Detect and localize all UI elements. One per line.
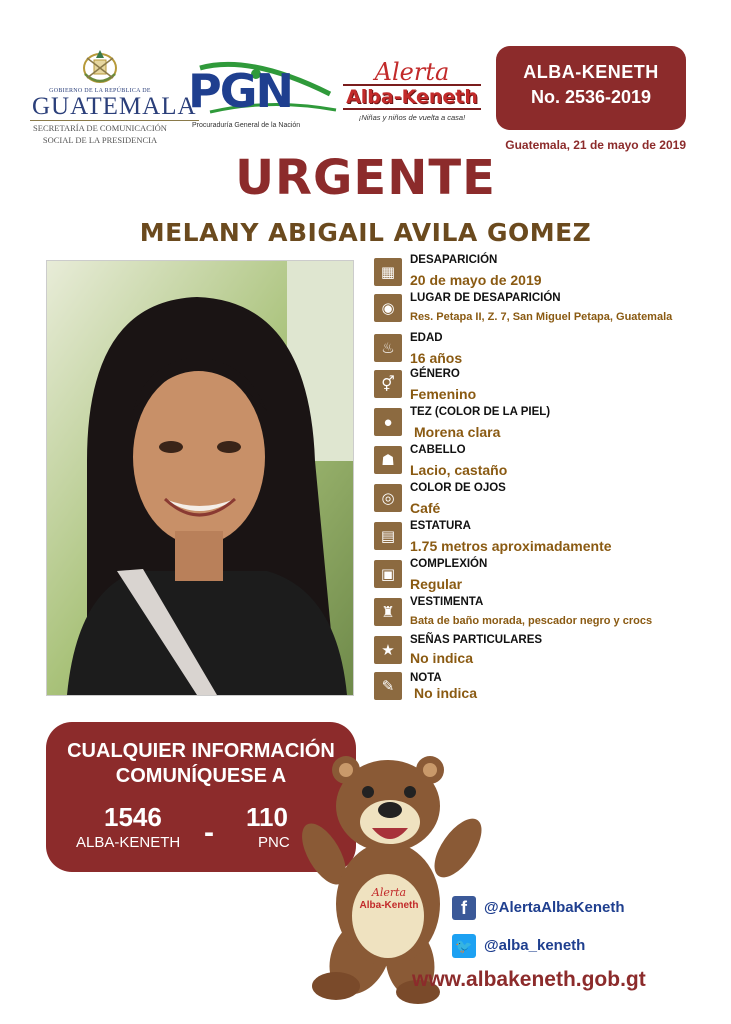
scale-icon: ▣	[374, 560, 402, 588]
gt-logo-sub2: SOCIAL DE LA PRESIDENCIA	[42, 135, 158, 145]
detail-value: Regular	[410, 576, 463, 592]
gt-logo-sub1: SECRETARÍA DE COMUNICACIÓN	[33, 123, 167, 133]
phone-separator: -	[204, 816, 214, 849]
pgn-subtitle: Procuraduría General de la Nación	[192, 122, 301, 129]
note-icon: ✎	[374, 672, 402, 700]
pgn-mark: PGN	[188, 64, 292, 118]
website-link[interactable]: www.albakeneth.gob.gt	[412, 968, 646, 991]
detail-value: Res. Petapa II, Z. 7, San Miguel Petapa, Guatemala	[410, 311, 673, 323]
detail-value: Lacio, castaño	[410, 462, 508, 478]
calendar-icon: ▦	[374, 258, 402, 286]
twitter-icon[interactable]: 🐦	[452, 934, 476, 958]
guatemala-government-logo	[30, 44, 197, 154]
case-title: ALBA-KENETH	[523, 62, 659, 82]
detail-value: Bata de baño morada, pescador negro y crocs	[410, 615, 653, 627]
pgn-logo	[180, 58, 340, 138]
gt-logo-title: GUATEMALA	[32, 93, 197, 120]
detail-value: No indica	[414, 685, 478, 701]
ak-logo-name: Alba-Keneth	[343, 84, 481, 110]
mascot-badge-name: Alba-Keneth	[359, 900, 419, 911]
cake-icon: ♨	[374, 334, 402, 362]
ruler-icon: ▤	[374, 522, 402, 550]
detail-label: EDAD	[410, 332, 443, 344]
detail-value: 1.75 metros aproximadamente	[410, 538, 612, 554]
ak-logo-alerta: Alerta	[374, 58, 450, 86]
gender-icon: ⚥	[374, 370, 402, 398]
detail-value: No indica	[410, 650, 474, 666]
gt-logo-small: GOBIERNO DE LA REPÚBLICA DE	[49, 88, 151, 94]
detail-label: GÉNERO	[410, 368, 460, 380]
detail-label: COLOR DE OJOS	[410, 482, 506, 494]
bear-mascot	[290, 736, 490, 1006]
contact-line1: CUALQUIER INFORMACIÓN	[67, 740, 335, 762]
missing-person-name: MELANY ABIGAIL AVILA GOMEZ	[139, 218, 592, 247]
bulletin-date: Guatemala, 21 de mayo de 2019	[505, 138, 686, 152]
alerta-alba-keneth-logo	[342, 60, 482, 130]
shirt-icon: ♜	[374, 598, 402, 626]
detail-label: VESTIMENTA	[410, 596, 484, 608]
portrait-image	[47, 261, 353, 695]
star-icon: ★	[374, 636, 402, 664]
mascot-badge-alerta: Alerta	[371, 886, 407, 899]
detail-label: TEZ (COLOR DE LA PIEL)	[410, 406, 551, 418]
pnc-phone-label: PNC	[258, 834, 290, 851]
pnc-phone: 110	[246, 802, 288, 832]
detail-label: LUGAR DE DESAPARICIÓN	[410, 292, 561, 304]
detail-label: NOTA	[410, 672, 442, 684]
alba-keneth-phone: 1546	[104, 802, 162, 832]
location-pin-icon: ◉	[374, 294, 402, 322]
case-number-box	[496, 46, 686, 130]
head-icon: ●	[374, 408, 402, 436]
detail-label: COMPLEXIÓN	[410, 558, 488, 570]
eye-icon: ◎	[374, 484, 402, 512]
alba-keneth-phone-label: ALBA-KENETH	[76, 834, 181, 851]
facebook-icon[interactable]: f	[452, 896, 476, 920]
detail-value: Femenino	[410, 386, 477, 402]
hair-icon: ☗	[374, 446, 402, 474]
missing-person-photo	[46, 260, 354, 696]
twitter-link[interactable]: @alba_keneth	[484, 937, 586, 954]
detail-label: ESTATURA	[410, 520, 471, 532]
case-number: No. 2536-2019	[530, 87, 652, 107]
detail-value: Café	[410, 500, 441, 516]
contact-line2: COMUNÍQUESE A	[115, 765, 287, 787]
detail-value: 20 de mayo de 2019	[410, 272, 542, 288]
facebook-link[interactable]: @AlertaAlbaKeneth	[484, 899, 625, 916]
detail-value: Morena clara	[414, 424, 501, 440]
detail-label: DESAPARICIÓN	[410, 254, 498, 266]
urgent-headline: URGENTE	[235, 150, 496, 206]
detail-label: SEÑAS PARTICULARES	[410, 634, 543, 646]
detail-label: CABELLO	[410, 444, 466, 456]
coat-of-arms-icon	[77, 44, 123, 86]
bear-mascot-illustration	[290, 736, 490, 1006]
ak-logo-tagline: ¡Niñas y niños de vuelta a casa!	[358, 113, 466, 122]
detail-value: 16 años	[410, 350, 463, 366]
